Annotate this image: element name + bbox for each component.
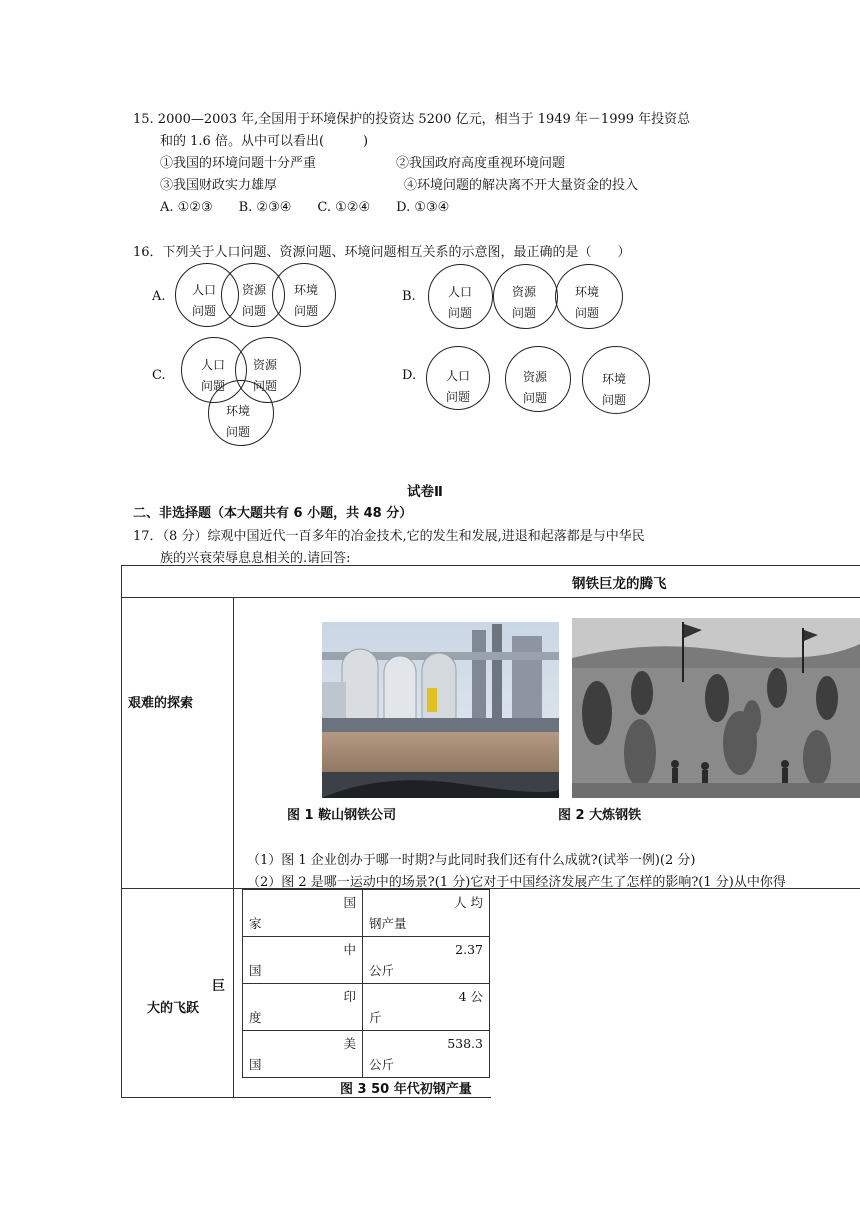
circle-label: 人口 问题: [191, 283, 216, 318]
table-row: [243, 937, 490, 984]
fig3-caption: 图 3 50 年代初钢产量: [340, 1082, 472, 1097]
circle-label: 人口 问题: [445, 369, 470, 404]
row-label-leap-part2: 大的飞跃: [147, 1001, 200, 1016]
q16-label-b: B.: [402, 289, 416, 304]
value-cell-a: 2.37: [455, 942, 483, 957]
circle-label: 资源 问题: [252, 358, 277, 393]
table-column-divider: [233, 597, 234, 1098]
fig1-caption: 图 1 鞍山钢铁公司: [287, 808, 397, 823]
circle-label: 资源 问题: [241, 283, 266, 318]
row-label-leap-part1: 巨: [212, 979, 226, 994]
q15-choices: A. ①②③ B. ②③④ C. ①②④ D. ①③④: [160, 200, 450, 215]
country-cell-a: 中: [343, 942, 356, 957]
q16-label-c: C.: [152, 368, 166, 383]
paper-ii-title: 试卷Ⅱ: [407, 484, 443, 500]
q16-label-d: D.: [402, 368, 417, 383]
steel-campaign-photo: [572, 618, 860, 798]
country-cell-a: 印: [343, 989, 356, 1004]
circle-label: 人口 问题: [200, 358, 225, 393]
country-cell-b: 度: [249, 1010, 262, 1025]
q16-stem: 16．下列关于人口问题、资源问题、环境问题相互关系的示意图，最正确的是（ ）: [133, 245, 631, 260]
table-header-border: [121, 597, 860, 598]
header-country-b: 家: [249, 916, 262, 931]
table-header: 钢铁巨龙的腾飞: [572, 576, 667, 592]
q15-option-3: ③我国财政实力雄厚: [160, 178, 278, 193]
table-top-border: [121, 565, 860, 566]
circle-label: 资源 问题: [511, 285, 536, 320]
q15-option-4: ④环境问题的解决离不开大量资金的投入: [404, 178, 639, 193]
header-country-a: 国: [343, 895, 356, 910]
value-cell-a: 4 公: [458, 989, 483, 1004]
value-cell-b: 斤: [369, 1010, 382, 1025]
q15-stem-line2: 和的 1.6 倍。从中可以看出( ): [160, 134, 369, 149]
country-cell-b: 国: [249, 963, 262, 978]
row-label-exploration: 艰难的探索: [128, 696, 194, 711]
table-row: [243, 1031, 490, 1078]
q17-stem-line2: 族的兴衰荣辱息息相关的.请回答:: [160, 551, 351, 566]
value-cell-a: 538.3: [447, 1036, 483, 1051]
q15-stem-line1: 15. 2000—2003 年,全国用于环境保护的投资达 5200 亿元，相当于 1949 年－1999 年投资总: [133, 112, 691, 127]
steel-output-table: [242, 889, 490, 1078]
country-cell-b: 国: [249, 1057, 262, 1072]
header-output-a: 人 均: [454, 895, 483, 910]
q15-option-2: ②我国政府高度重视环境问题: [396, 156, 566, 171]
circle-label: 环境 问题: [293, 283, 318, 318]
value-cell-b: 公斤: [369, 1057, 395, 1072]
table-row: [243, 984, 490, 1031]
circle-label: 环境 问题: [225, 404, 250, 439]
q17-stem-line1: 17．（8 分）综观中国近代一百多年的冶金技术,它的发生和发展,进退和起落都是与中华民: [133, 529, 645, 544]
anshan-steel-photo: [322, 622, 559, 798]
section-heading: 二、非选择题（本大题共有 6 小题，共 48 分）: [133, 506, 413, 521]
circle-label: 环境 问题: [601, 372, 626, 407]
q16-label-a: A.: [152, 289, 166, 304]
header-output-b: 钢产量: [369, 916, 407, 931]
subquestion-1: （1）图 1 企业创办于哪一时期?与此同时我们还有什么成就?(试举一例)(2 分): [247, 853, 696, 868]
circle-label: 环境 问题: [574, 285, 599, 320]
table-left-border: [121, 565, 122, 1098]
circle-label: 人口 问题: [447, 285, 472, 320]
subquestion-2: （2）图 2 是哪一运动中的场景?(1 分)它对于中国经济发展产生了怎样的影响?(1 分)从中你得: [247, 875, 786, 890]
fig2-caption: 图 2 大炼钢铁: [558, 808, 642, 823]
value-cell-b: 公斤: [369, 963, 395, 978]
country-cell-a: 美: [343, 1036, 356, 1051]
q15-option-1: ①我国的环境问题十分严重: [160, 156, 317, 171]
table-bottom-border: [121, 1097, 491, 1098]
circle-label: 资源 问题: [522, 370, 547, 405]
